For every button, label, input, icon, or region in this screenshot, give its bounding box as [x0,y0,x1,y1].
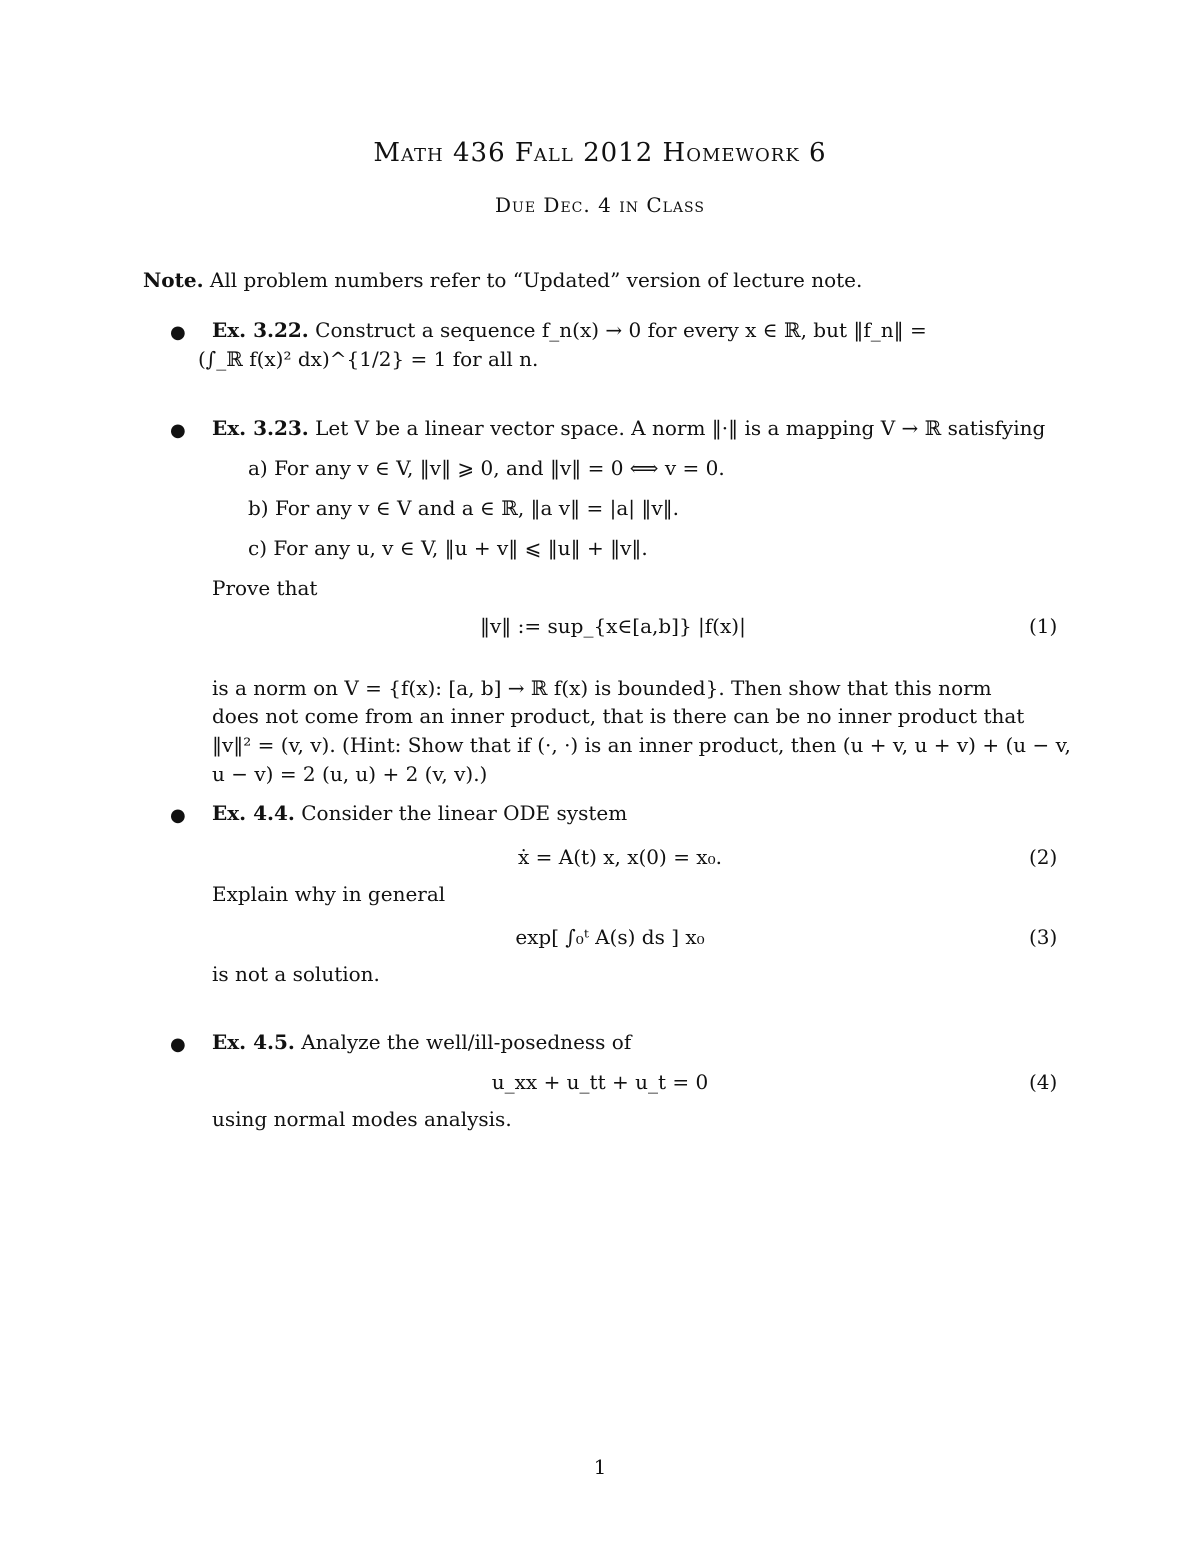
paragraph-line: is a norm on V = {f(x): [a, b] → ℝ f(x) is bounded}. Then show that this norm [212,676,992,700]
paragraph-line: u − v) = 2 (u, u) + 2 (v, v).) [212,762,488,786]
exercise-3-22-line1 [212,318,927,342]
exercise-label: Ex. 4.4. [212,801,295,825]
equation-number: (3) [1029,925,1058,949]
list-item: b) For any v ∈ V and a ∈ ℝ, ‖a v‖ = |a| ‖v‖. [248,496,679,520]
prove-that: Prove that [212,576,318,600]
explain-line: Explain why in general [212,882,446,906]
equation-number: (4) [1029,1070,1058,1094]
note-paragraph [143,268,862,292]
paragraph-line: is not a solution. [212,962,380,986]
exercise-4-4-intro [212,801,627,825]
bullet-icon: ● [170,420,186,441]
bullet-icon: ● [170,1034,186,1055]
document-title: Math 436 Fall 2012 Homework 6 [373,138,827,168]
equation-2: ẋ = A(t) x, x(0) = x₀. [518,845,722,869]
note-label: Note. [143,268,204,292]
exercise-label: Ex. 3.23. [212,416,309,440]
bullet-icon: ● [170,805,186,826]
due-date: Due Dec. 4 in Class [495,193,705,217]
exercise-label: Ex. 4.5. [212,1030,295,1054]
equation-4: u_xx + u_tt + u_t = 0 [491,1070,709,1094]
exercise-4-5-intro [212,1030,631,1054]
exercise-text: Consider the linear ODE system [301,801,628,825]
equation-1: ‖v‖ := sup_{x∈[a,b]} |f(x)| [480,614,746,638]
equation-number: (2) [1029,845,1058,869]
exercise-3-23-intro [212,416,1045,440]
bullet-icon: ● [170,322,186,343]
exercise-text: Let V be a linear vector space. A norm ‖·‖ is a mapping V → ℝ satisfying [315,416,1046,440]
exercise-3-22-line2: (∫_ℝ f(x)² dx)^{1/2} = 1 for all n. [198,347,539,371]
exercise-label: Ex. 3.22. [212,318,309,342]
paragraph-line: does not come from an inner product, that is there can be no inner product that [212,704,1025,728]
note-text: All problem numbers refer to “Updated” version of lecture note. [209,268,863,292]
equation-3: exp[ ∫₀ᵗ A(s) ds ] x₀ [515,925,705,949]
exercise-text: Analyze the well/ill-posedness of [301,1030,632,1054]
paragraph-line: ‖v‖² = (v, v). (Hint: Show that if (·, ·) is an inner product, then (u + v, u + v) + (u − v, [212,733,1071,757]
exercise-text: Construct a sequence f_n(x) → 0 for every x ∈ ℝ, but ‖f_n‖ = [315,318,927,342]
list-item: c) For any u, v ∈ V, ‖u + v‖ ⩽ ‖u‖ + ‖v‖. [248,536,648,560]
page-number: 1 [593,1455,607,1479]
list-item: a) For any v ∈ V, ‖v‖ ⩾ 0, and ‖v‖ = 0 ⟺ v = 0. [248,456,725,480]
paragraph-line: using normal modes analysis. [212,1107,512,1131]
equation-number: (1) [1029,614,1058,638]
